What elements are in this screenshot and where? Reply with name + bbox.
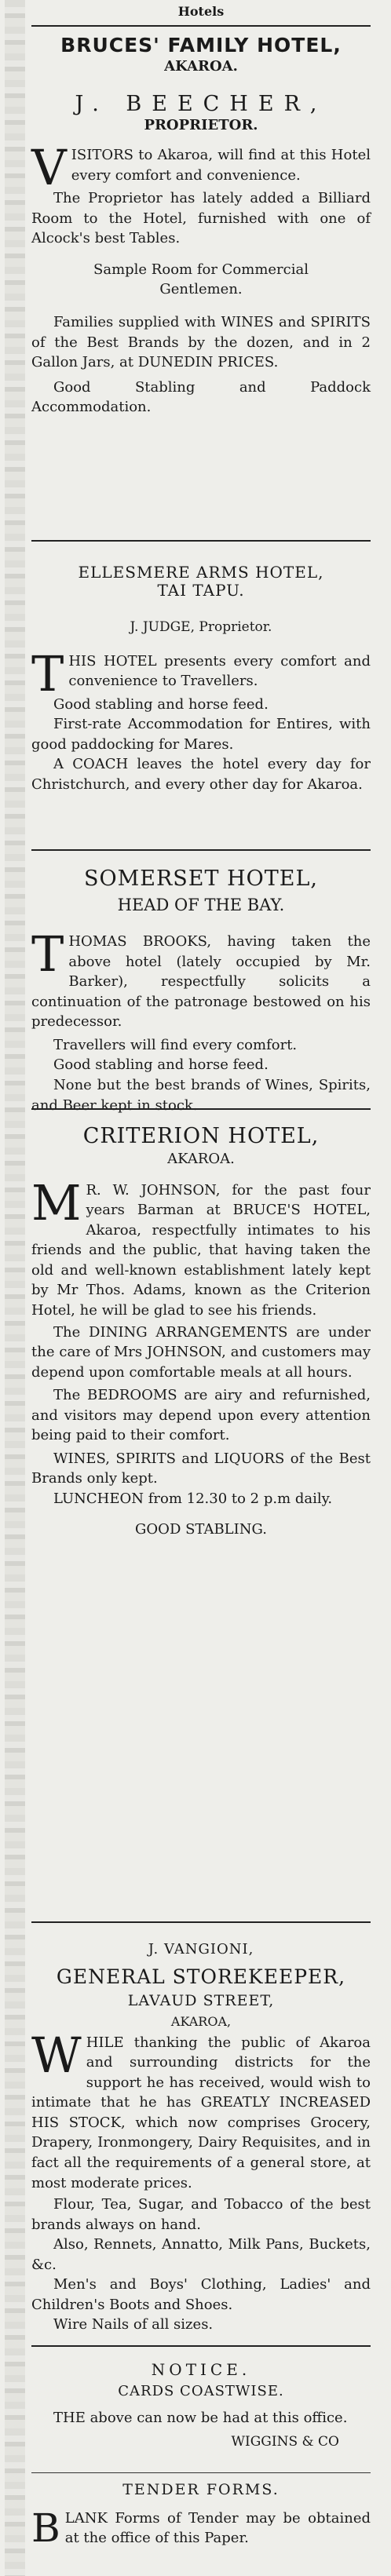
drop-cap: T	[31, 925, 64, 983]
ad-rule	[31, 1108, 371, 1110]
ad-paragraph: Good Stabling and Paddock Accommodation.	[31, 378, 371, 416]
ad-vangioni-store	[31, 1942, 371, 2335]
ad-body	[31, 1173, 371, 1540]
ad-paragraph: Also, Rennets, Annatto, Milk Pans, Buckets, &c.	[31, 2236, 371, 2273]
ad-paragraph: The Proprietor has lately added a Billiard Room to the Hotel, furnished with one of Alcock's best Tables.	[31, 190, 371, 247]
ad-paragraph: THE above can now be had at this office.	[53, 2409, 348, 2426]
ad-place: HEAD OF THE BAY.	[117, 896, 285, 915]
ad-body	[31, 644, 371, 795]
ad-body	[31, 2026, 371, 2335]
ad-title: BRUCES' FAMILY HOTEL,	[60, 34, 342, 57]
ad-proprietor-label: PROPRIETOR.	[144, 117, 258, 134]
ad-paragraph: A COACH leaves the hotel every day for Christchurch, and every other day for Akaroa.	[31, 756, 371, 793]
ad-rule	[31, 1921, 371, 1923]
ad-rule	[31, 849, 371, 851]
ad-paragraph: GOOD STABLING.	[135, 1521, 267, 1538]
ad-somerset-hotel	[31, 867, 371, 1115]
ad-paragraph: Men's and Boys' Clothing, Ladies' and Children's Boots and Shoes.	[31, 2276, 371, 2313]
ad-rule	[31, 2345, 371, 2347]
ad-paragraph: Good stabling and horse feed.	[53, 1056, 269, 1074]
ad-rule	[31, 2472, 371, 2473]
ad-paragraph: The DINING ARRANGEMENTS are under the care of Mrs JOHNSON, and customers may depend upon comfortable meals at all hours.	[31, 1323, 371, 1381]
ad-paragraph: HILE thanking the public of Akaroa and surrounding districts for the support he has received, would wish to intimate that he has GREATLY INCREASED HIS STOCK, which now comprises Grocery, Drapery, Ironmongery, Dairy Requisites, and in fact all the requirements of a general store, at most moderate prices.	[31, 2034, 371, 2191]
drop-cap: M	[31, 1173, 82, 1231]
ad-paragraph: Flour, Tea, Sugar, and Tobacco of the best brands always on hand.	[31, 2196, 371, 2233]
drop-cap: T	[31, 644, 64, 702]
ad-body	[31, 2505, 371, 2551]
ad-ellesmere-arms	[31, 564, 371, 794]
ad-tender-forms	[31, 2482, 371, 2549]
newspaper-page	[5, 0, 386, 2576]
ad-paragraph: The BEDROOMS are airy and refurnished, and visitors may depend upon every attention being paid to their comfort.	[31, 1387, 371, 1444]
ad-body	[31, 139, 371, 418]
ad-paragraph: HIS HOTEL presents every comfort and convenience to Travellers.	[68, 652, 371, 690]
ad-paragraph: Good stabling and horse feed.	[53, 695, 269, 713]
ad-signature: WIGGINS & CO	[231, 2434, 339, 2450]
ad-paragraph: WINES, SPIRITS and LIQUORS of the Best Brands only kept.	[31, 1450, 371, 1487]
ad-title: NOTICE.	[151, 2360, 251, 2379]
ad-title: ELLESMERE ARMS HOTEL,	[78, 563, 324, 582]
ad-place: AKAROA.	[167, 1151, 235, 1168]
section-header	[31, 5, 371, 19]
ad-trade: GENERAL STOREKEEPER,	[56, 1965, 346, 1988]
section-title: Hotels	[177, 4, 225, 19]
ad-bruces-hotel	[31, 35, 371, 418]
ad-paragraph: First-rate Accommodation for Entires, with good paddocking for Mares.	[31, 716, 371, 753]
ad-notice	[31, 2361, 371, 2451]
ad-title: TENDER FORMS.	[122, 2481, 280, 2498]
ad-paragraph: Travellers will find every comfort.	[53, 1036, 298, 1053]
ad-paragraph: LANK Forms of Tender may be obtained at the office of this Paper.	[64, 2509, 371, 2547]
ad-paragraph: HOMAS BROOKS, having taken the above hotel (lately occupied by Mr. Barker), respectfully solicits a continuation of the patronage bestowed on his predecessor.	[31, 933, 371, 1031]
ad-title: CRITERION HOTEL,	[82, 1124, 320, 1148]
drop-cap: V	[31, 139, 67, 197]
ad-place: TAI TAPU.	[157, 581, 245, 600]
ad-proprietor-name: J. BEECHER,	[75, 92, 327, 117]
ad-paragraph: LUNCHEON from 12.30 to 2 p.m daily.	[53, 1490, 333, 1507]
ad-place: AKAROA,	[170, 2014, 232, 2030]
drop-cap: B	[31, 2505, 60, 2551]
ad-paragraph: Wire Nails of all sizes.	[53, 2316, 214, 2333]
ad-title: SOMERSET HOTEL,	[83, 867, 319, 891]
ad-paragraph: Families supplied with WINES and SPIRITS of the Best Brands by the dozen, and in 2 Gallon Jars, at DUNEDIN PRICES.	[31, 314, 371, 371]
ad-paragraph: None but the best brands of Wines, Spirits, and Beer kept in stock.	[31, 1077, 371, 1114]
advertisement-column	[31, 0, 371, 2576]
ad-rule	[31, 540, 371, 542]
ad-street: LAVAUD STREET,	[127, 1992, 275, 2010]
ad-proprietor: J. JUDGE, Proprietor.	[130, 619, 272, 635]
ad-place: AKAROA.	[164, 57, 238, 75]
ad-paragraph: ISITORS to Akaroa, will find at this Hotel every comfort and convenience.	[71, 147, 371, 184]
header-rule	[31, 25, 371, 27]
ad-subtitle: CARDS COASTWISE.	[118, 2383, 284, 2399]
ad-paragraph: Sample Room for Commercial Gentlemen.	[93, 261, 309, 298]
ad-body	[31, 925, 371, 1115]
ad-title: J. VANGIONI,	[148, 1941, 254, 1958]
ad-criterion-hotel	[31, 1124, 371, 1540]
ad-paragraph: R. W. JOHNSON, for the past four years Barman at BRUCE'S HOTEL, Akaroa, respectfully intimates to his friends and the public, that having taken the old and well-known establishment lately kept by Mr Thos. Adams, known as the Criterion Hotel, he will be glad to see his friends.	[31, 1181, 371, 1319]
scan-edge-shadow	[5, 0, 25, 2576]
drop-cap: W	[31, 2026, 82, 2084]
